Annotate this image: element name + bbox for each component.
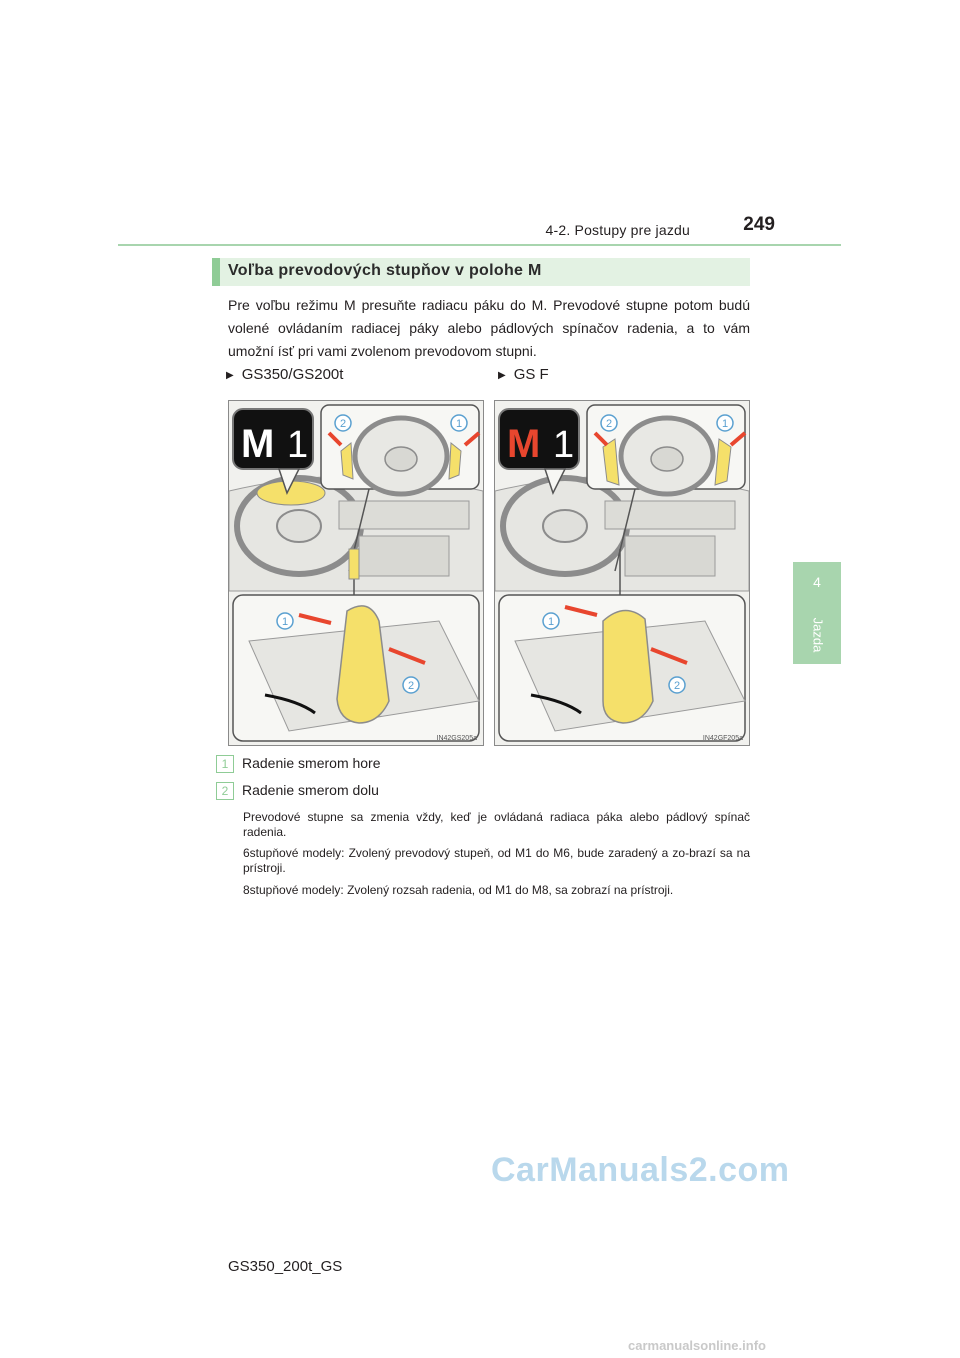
display-letter: M — [241, 422, 275, 466]
callout-1-top: 1 — [721, 418, 729, 430]
intro-paragraph: Pre voľbu režimu M presuňte radiacu páku do M. Prevodové stupne potom budú volené ovládaním radiacej páky alebo pádlových spínačov radenia, a to vám umožní ísť pri vami zvolenom prevodovom stupni. — [228, 297, 750, 359]
triangle-bullet-icon: ▶ — [498, 370, 506, 381]
note-paragraph-3: 8stupňové modely: Zvolený rozsah radenia, od M1 do M8, sa zobrazí na prístroji. — [243, 883, 674, 897]
chapter-label-wrapper — [810, 617, 826, 653]
callout-number-2: 2 — [216, 782, 234, 800]
variant-label-gs350 — [226, 366, 343, 383]
variant-label-gsf — [498, 366, 549, 383]
figure-code: IN42GS205a — [436, 735, 477, 742]
variant-label-text: GS350/GS200t — [241, 366, 344, 383]
callout-text-1: Radenie smerom hore — [242, 755, 381, 771]
figure-illustration — [495, 401, 749, 745]
note-paragraph-2: 6stupňové modely: Zvolený prevodový stupeň, od M1 do M6, bude zaradený a zo-brazí sa na prístroji. — [243, 846, 750, 875]
figure-illustration — [229, 401, 483, 745]
callout-text-2: Radenie smerom dolu — [242, 782, 379, 798]
watermark: CarManuals2.com — [491, 1151, 790, 1189]
page-number: 249 — [743, 214, 775, 235]
callout-1-top: 1 — [455, 418, 463, 430]
figure-gs350 — [228, 400, 484, 746]
footer-code: GS350_200t_GS — [228, 1258, 343, 1275]
triangle-bullet-icon: ▶ — [226, 370, 234, 381]
figure-gsf — [494, 400, 750, 746]
chapter-label: Jazda — [810, 617, 826, 653]
callout-1-bottom: 1 — [547, 616, 555, 628]
header-rule — [118, 244, 841, 246]
display-letter: M — [507, 422, 541, 466]
chapter-number: 4 — [813, 574, 821, 590]
note-paragraph-1: Prevodové stupne sa zmenia vždy, keď je ovládaná radiaca páka alebo pádlový spínač radenia. — [243, 810, 750, 839]
callout-2-top: 2 — [605, 418, 613, 430]
callout-1-bottom: 1 — [281, 616, 289, 628]
section-title: Voľba prevodových stupňov v polohe M — [228, 262, 542, 279]
variant-label-text: GS F — [513, 366, 549, 383]
figure-code: IN42GF205a — [702, 735, 743, 742]
watermark-footer: carmanualsonline.info — [628, 1338, 766, 1353]
callout-number-1: 1 — [216, 755, 234, 773]
running-header-section: 4-2. Postupy pre jazdu — [545, 222, 690, 238]
section-bar-accent — [212, 258, 220, 286]
display-digit: 1 — [553, 424, 575, 466]
display-digit: 1 — [287, 424, 309, 466]
callout-2-top: 2 — [339, 418, 347, 430]
callout-2-bottom: 2 — [407, 680, 415, 692]
callout-2-bottom: 2 — [673, 680, 681, 692]
